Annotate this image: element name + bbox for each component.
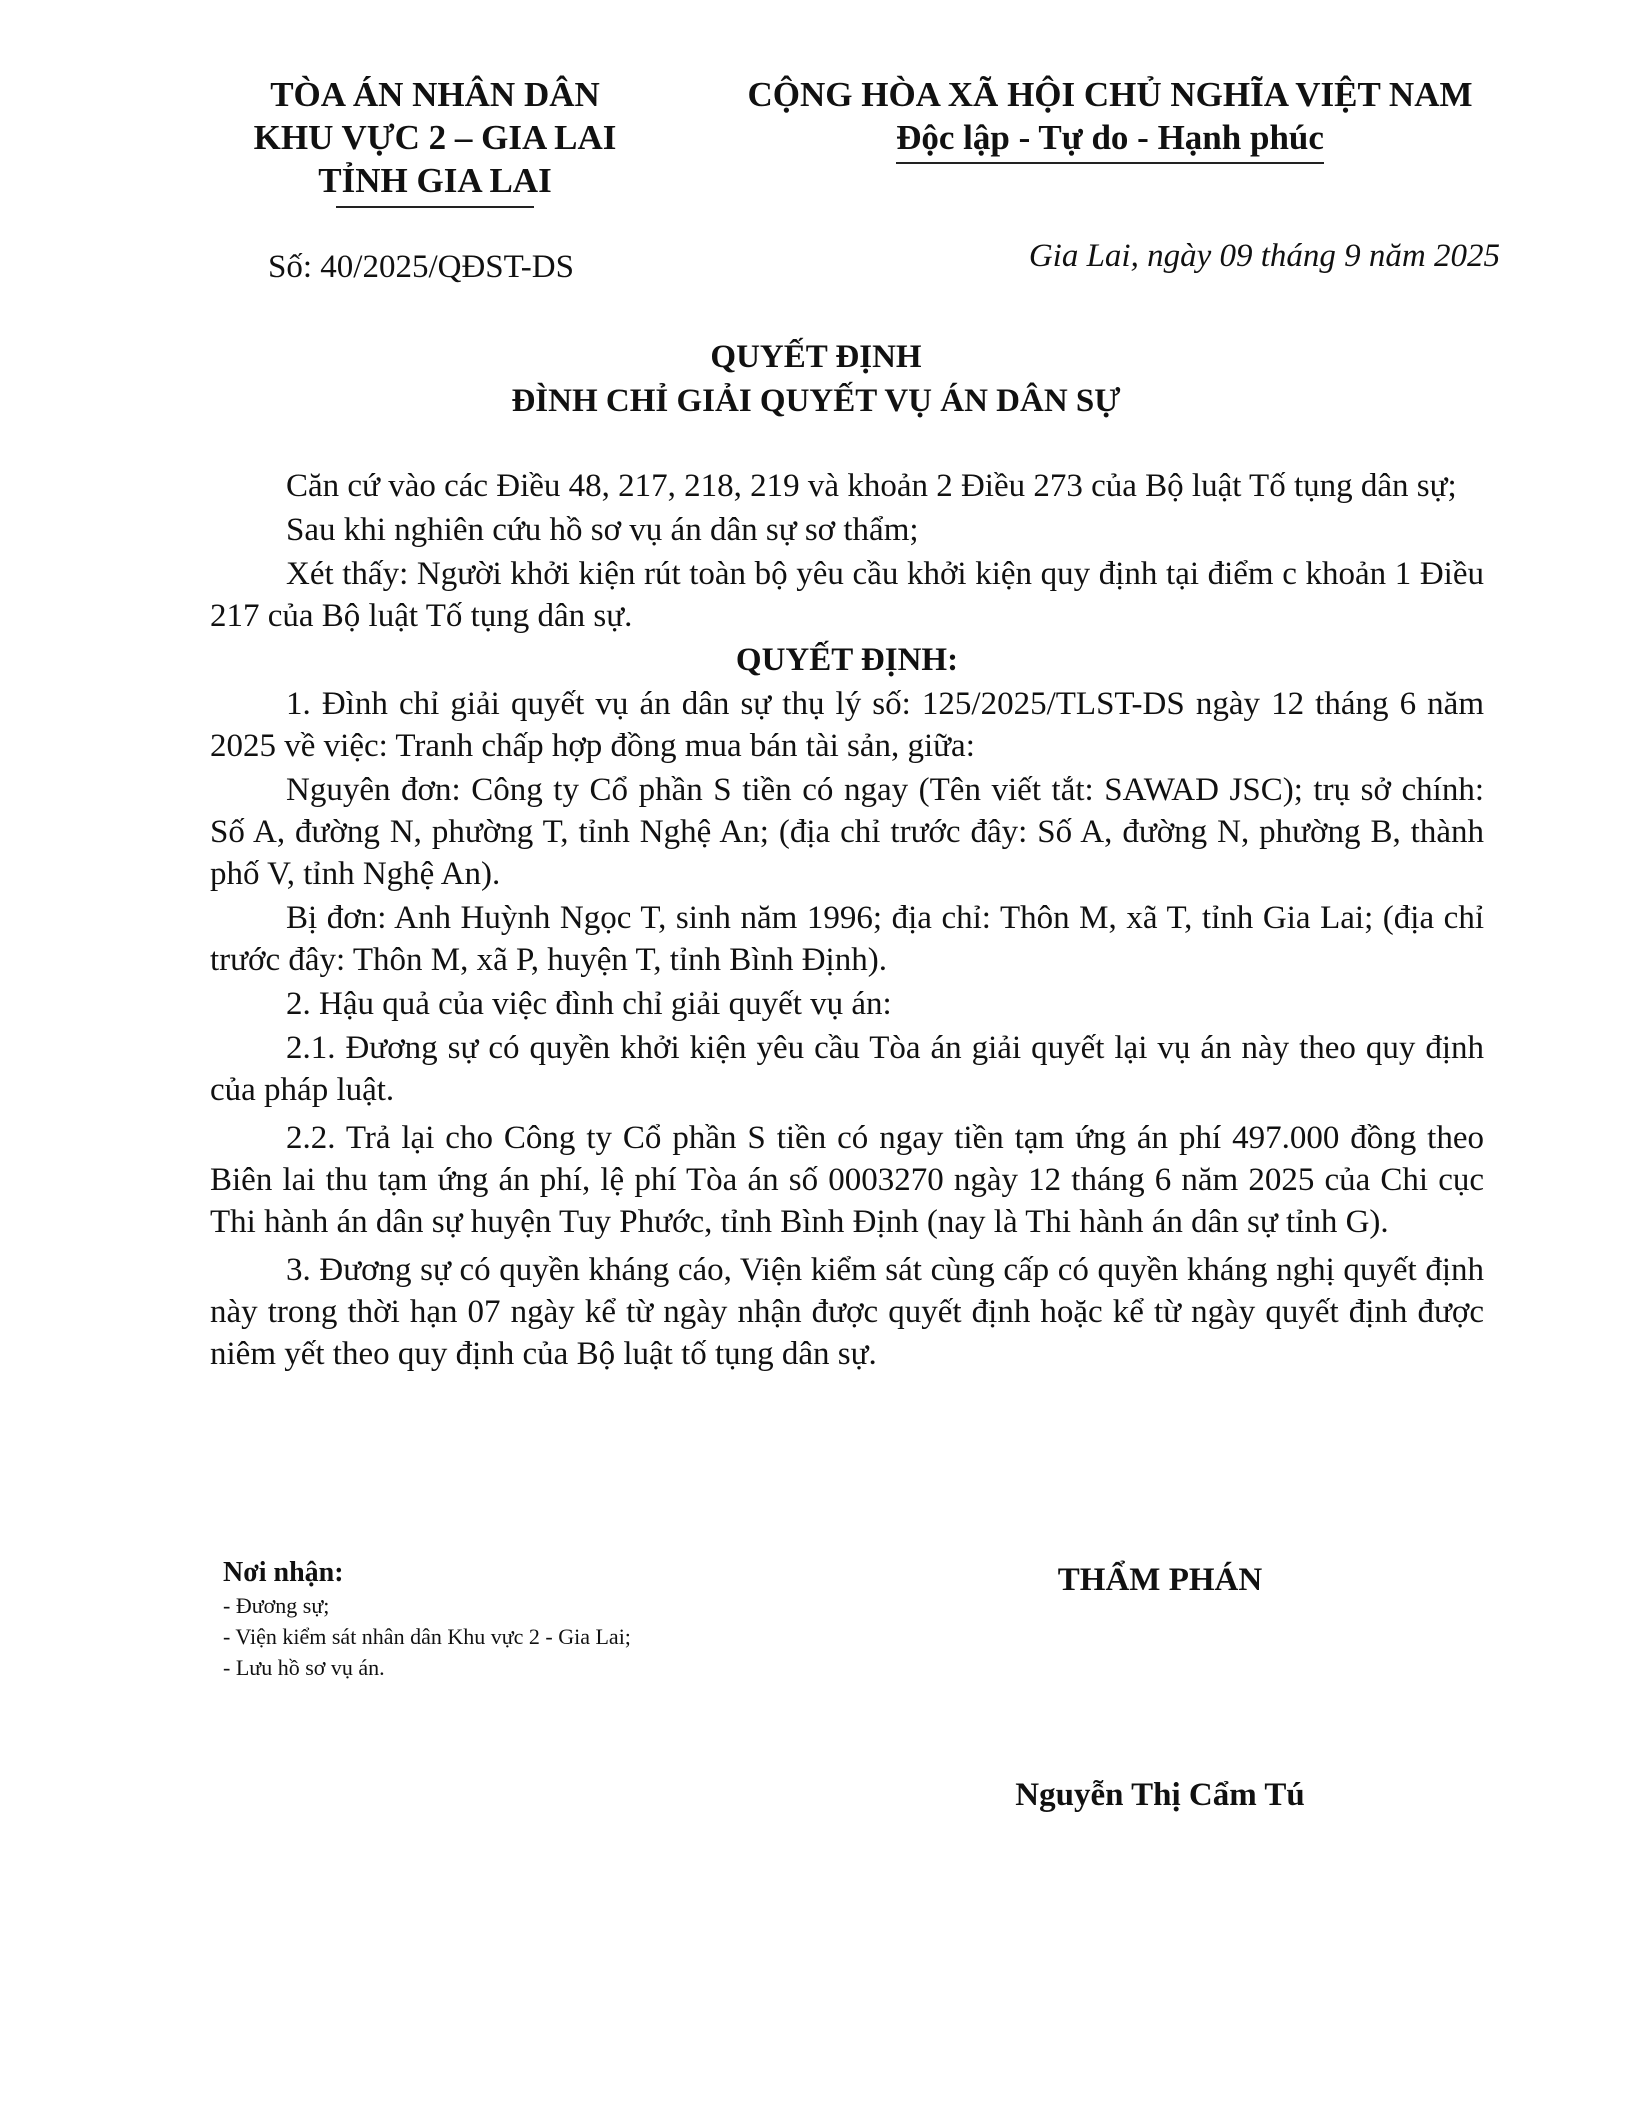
- decision-item-2-2: 2.2. Trả lại cho Công ty Cổ phần S tiền có ngay tiền tạm ứng án phí 497.000 đồng theo Biên lai thu tạm ứng án phí, lệ phí Tòa án số 0003270 ngày 12 tháng 6 năm 2025 của Chi cục Thi hành án dân sự huyện Tuy Phước, tỉnh Bình Định (nay là Thi hành án dân sự tỉnh G).: [210, 1120, 1484, 1240]
- decision-title-line1: QUYẾT ĐỊNH: [710, 339, 922, 375]
- court-header: [205, 73, 665, 208]
- decision-title: [0, 335, 1632, 423]
- document-date: Gia Lai, ngày 09 tháng 9 năm 2025: [1028, 238, 1500, 274]
- decision-item-1: 1. Đình chỉ giải quyết vụ án dân sự thụ lý số: 125/2025/TLST-DS ngày 12 tháng 6 năm 2025 về việc: Tranh chấp hợp đồng mua bán tài sản, giữa:: [210, 686, 1484, 764]
- national-header: [720, 73, 1500, 164]
- decision-body: [210, 465, 1484, 1377]
- decision-item-2-1: 2.1. Đương sự có quyền khởi kiện yêu cầu Tòa án giải quyết lại vụ án này theo quy định của pháp luật.: [210, 1030, 1484, 1108]
- motto-underline: [896, 162, 1324, 164]
- decision-title-line2: ĐÌNH CHỈ GIẢI QUYẾT VỤ ÁN DÂN SỰ: [511, 383, 1121, 419]
- court-name-line3: TỈNH GIA LAI: [318, 161, 552, 200]
- decision-section-title: QUYẾT ĐỊNH:: [735, 642, 959, 678]
- recipients-heading: Nơi nhận:: [223, 1557, 344, 1588]
- defendant-paragraph: Bị đơn: Anh Huỳnh Ngọc T, sinh năm 1996; địa chỉ: Thôn M, xã T, tỉnh Gia Lai; (địa chỉ trước đây: Thôn M, xã P, huyện T, tỉnh Bình Định).: [210, 900, 1484, 978]
- national-motto: Độc lập - Tự do - Hạnh phúc: [896, 118, 1324, 157]
- motto-block: [896, 116, 1324, 164]
- recipient-item: - Viện kiểm sát nhân dân Khu vực 2 - Gia Lai;: [223, 1624, 631, 1649]
- decision-item-3: 3. Đương sự có quyền kháng cáo, Viện kiểm sát cùng cấp có quyền kháng nghị quyết định này trong thời hạn 07 ngày kể từ ngày nhận được quyết định hoặc kể từ ngày quyết định được niêm yết theo quy định của Bộ luật tố tụng dân sự.: [210, 1252, 1484, 1372]
- decision-item-2: 2. Hậu quả của việc đình chỉ giải quyết vụ án:: [286, 986, 892, 1022]
- signer-title: THẨM PHÁN: [1057, 1562, 1263, 1598]
- country-name: CỘNG HÒA XÃ HỘI CHỦ NGHĨA VIỆT NAM: [747, 75, 1473, 114]
- finding-paragraph: Xét thấy: Người khởi kiện rút toàn bộ yêu cầu khởi kiện quy định tại điểm c khoản 1 Điều 217 của Bộ luật Tố tụng dân sự.: [210, 556, 1484, 634]
- document-number: Số: 40/2025/QĐST-DS: [268, 249, 574, 285]
- court-name-line2: KHU VỰC 2 – GIA LAI: [253, 118, 617, 157]
- recipients-block: [223, 1556, 923, 1683]
- review-paragraph: Sau khi nghiên cứu hồ sơ vụ án dân sự sơ thẩm;: [286, 512, 919, 548]
- recipient-item: - Lưu hồ sơ vụ án.: [223, 1655, 385, 1680]
- recipient-item: - Đương sự;: [223, 1593, 330, 1618]
- legal-basis-paragraph: Căn cứ vào các Điều 48, 217, 218, 219 và khoản 2 Điều 273 của Bộ luật Tố tụng dân sự;: [286, 468, 1457, 504]
- plaintiff-paragraph: Nguyên đơn: Công ty Cổ phần S tiền có ngay (Tên viết tắt: SAWAD JSC); trụ sở chính: Số A, đường N, phường T, tỉnh Nghệ An; (địa chỉ trước đây: Số A, đường N, phường B, thành phố V, tỉnh Nghệ An).: [210, 772, 1484, 892]
- signer-name: Nguyễn Thị Cẩm Tú: [1015, 1777, 1305, 1813]
- court-underline: [336, 206, 534, 208]
- court-name-line1: TÒA ÁN NHÂN DÂN: [270, 75, 600, 114]
